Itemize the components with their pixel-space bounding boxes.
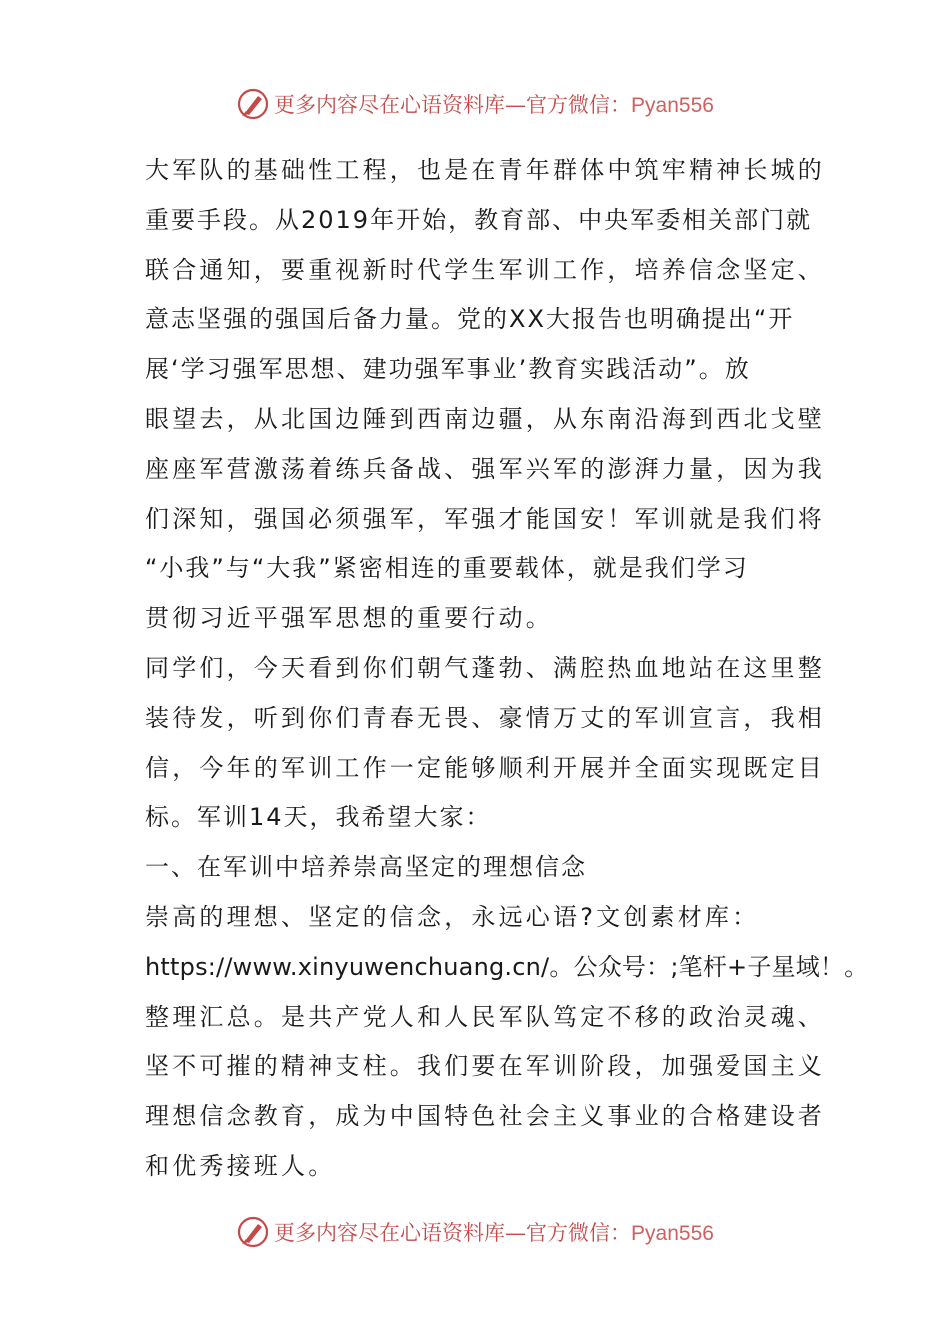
- text-line: 意志坚强的强国后备力量。党的XX大报告也明确提出“开: [145, 305, 795, 334]
- text-line: 坚不可摧的精神支柱。我们要在军训阶段，加强爱国主义: [145, 1052, 825, 1081]
- text-line: 理想信念教育，成为中国特色社会主义事业的合格建设者: [145, 1102, 825, 1131]
- banner-wechat-id: Pyan556: [631, 94, 714, 117]
- text-line: 同学们，今天看到你们朝气蓬勃、满腔热血地站在这里整: [145, 653, 825, 682]
- text-line: 装待发，听到你们青春无畏、豪情万丈的军训宣言，我相: [145, 703, 825, 732]
- text-line: 和优秀接班人。: [145, 1151, 336, 1180]
- text-line: 标。军训14天，我希望大家：: [145, 803, 492, 832]
- text-line: 眼望去，从北国边陲到西南边疆，从东南沿海到西北戈壁: [145, 404, 825, 433]
- banner-wechat-id: Pyan556: [631, 1222, 714, 1245]
- header-banner: [0, 84, 950, 124]
- banner-label: 更多内容尽在心语资料库—官方微信：: [274, 1221, 632, 1245]
- banner-text: [274, 89, 714, 119]
- text-line-url: https://www.xinyuwenchuang.cn/。公众号：;笔杆+子星域！。: [145, 952, 869, 981]
- text-line: 信，今年的军训工作一定能够顺利开展并全面实现既定目: [145, 753, 825, 782]
- text-line: 联合通知，要重视新时代学生军训工作，培养信念坚定、: [145, 255, 825, 284]
- section-heading: 一、在军训中培养崇高坚定的理想信念: [145, 853, 587, 882]
- banner-label: 更多内容尽在心语资料库—官方微信：: [274, 93, 632, 117]
- pen-nib-logo-icon: [236, 1215, 270, 1249]
- document-body: [145, 146, 869, 1192]
- text-line: 重要手段。从2019年开始，教育部、中央军委相关部门就: [145, 205, 813, 234]
- banner-text: [274, 1217, 714, 1247]
- text-line: 整理汇总。是共产党人和人民军队笃定不移的政治灵魂、: [145, 1002, 825, 1031]
- text-line: 贯彻习近平强军思想的重要行动。: [145, 604, 553, 633]
- footer-banner: [0, 1212, 950, 1252]
- text-line: “小我”与“大我”紧密相连的重要载体，就是我们学习: [145, 554, 749, 583]
- text-line: 大军队的基础性工程，也是在青年群体中筑牢精神长城的: [145, 156, 825, 184]
- text-line: 展‘学习强军思想、建功强军事业’教育实践活动”。放: [145, 355, 751, 384]
- text-line: 崇高的理想、坚定的信念，永远心语?文创素材库：: [145, 902, 760, 931]
- text-line: 座座军营激荡着练兵备战、强军兴军的澎湃力量，因为我: [145, 454, 825, 483]
- pen-nib-logo-icon: [236, 87, 270, 121]
- text-line: 们深知，强国必须强军，军强才能国安！军训就是我们将: [145, 504, 825, 533]
